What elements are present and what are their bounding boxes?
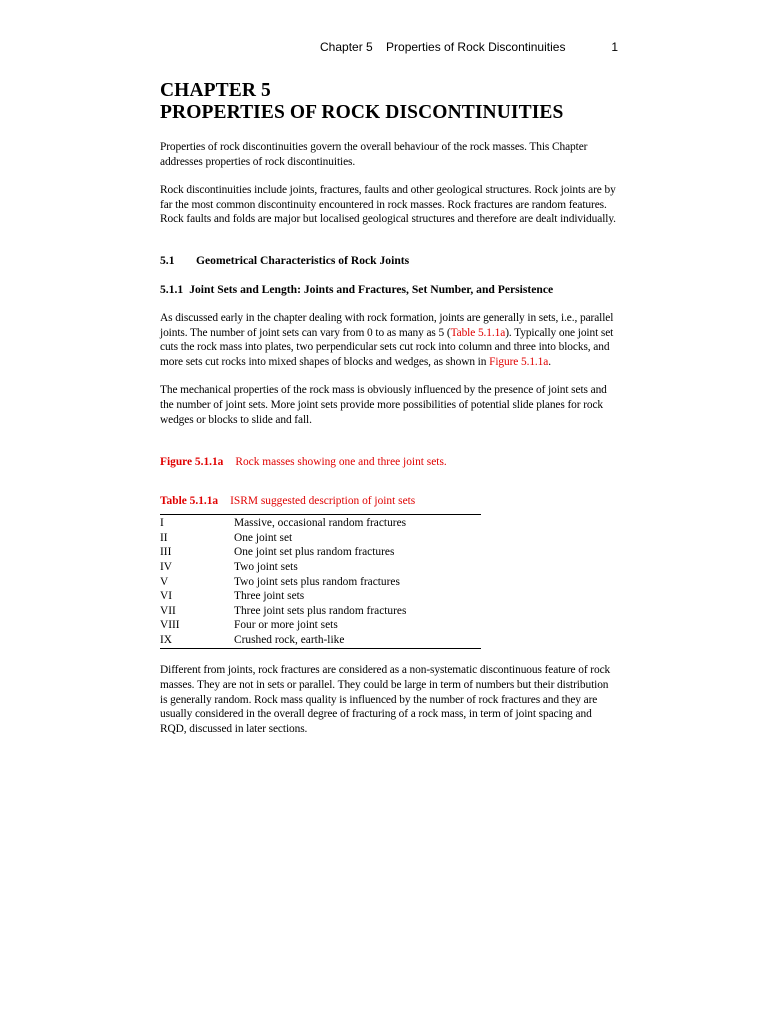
table-cell-code: VIII (160, 619, 180, 632)
table-cell-code: I (160, 517, 164, 530)
table-cell-description: Four or more joint sets (234, 619, 338, 632)
intro-paragraph: Properties of rock discontinuities govern the overall behaviour of the rock masses. This Chapter addresses properties of rock discontinuities. (160, 141, 588, 168)
table-cell-code: IV (160, 560, 173, 573)
page-body (160, 80, 620, 736)
table-cell-code: II (160, 531, 168, 544)
table-row (160, 545, 481, 560)
chapter-title (160, 80, 620, 124)
section-number: 5.1.1 (160, 282, 184, 296)
table-cell-description: Massive, occasional random fractures (234, 517, 407, 530)
table-cell-code: IX (160, 633, 173, 646)
table-cell-description: Three joint sets plus random fractures (234, 604, 407, 617)
paragraph-text: . (548, 355, 551, 368)
table-row (160, 633, 481, 649)
table-row (160, 575, 481, 590)
table-row (160, 560, 481, 575)
chapter-number: CHAPTER 5 (160, 80, 271, 101)
table-caption-text: ISRM suggested description of joint sets (230, 495, 416, 508)
figure-label: Figure 5.1.1a (160, 456, 224, 469)
table-row (160, 604, 481, 619)
section-title: Joint Sets and Length: Joints and Fractures, Set Number, and Persistence (189, 282, 554, 296)
joint-sets-table (160, 514, 481, 649)
table-cell-code: V (160, 575, 169, 588)
table-row (160, 515, 481, 531)
section-5-1-1-heading (160, 283, 620, 297)
mechanical-properties-paragraph: The mechanical properties of the rock mass is obviously influenced by the presence of joint sets and the number of joint sets. More joint sets provide more possibilities of potential slide planes for rock wedges or blocks to slide and fall. (160, 384, 607, 426)
joint-sets-paragraph (160, 311, 620, 369)
table-cell-description: Two joint sets plus random fractures (234, 575, 400, 588)
header-title: Chapter 5 Properties of Rock Discontinuities (320, 40, 566, 54)
table-cell-description: Two joint sets (234, 560, 298, 573)
table-cell-code: III (160, 546, 172, 559)
table-cell-description: Crushed rock, earth-like (234, 633, 345, 646)
chapter-name: PROPERTIES OF ROCK DISCONTINUITIES (160, 102, 564, 123)
table-cell-code: VI (160, 590, 173, 603)
paragraph-text: As discussed early in the chapter dealing with rock formation, joints are generally in sets, i.e., parallel joints. The number of joint sets can vary from 0 to as many as 5 ( (160, 311, 614, 339)
table-row (160, 589, 481, 604)
table-cell-description: One joint set plus random fractures (234, 546, 395, 559)
figure-reference-link[interactable]: Figure 5.1.1a (489, 355, 549, 368)
rock-fractures-paragraph: Different from joints, rock fractures are considered as a non-systematic discontinuous feature of rock masses. They are not in sets or parallel. They could be large in term of numbers but their distribution is generally random. Rock mass quality is influenced by the number of rock fractures and they are usually considered in the overall degree of fracturing of a rock mass, in term of joint spacing and RQD, discussed in later sections. (160, 664, 611, 735)
table-caption (160, 494, 620, 508)
table-row (160, 531, 481, 546)
page-number: 1 (611, 40, 618, 54)
discontinuity-types-paragraph: Rock discontinuities include joints, fractures, faults and other geological structures. Rock joints are by far the most common discontinuity encountered in rock masses. Rock fractures are random features. Rock faults and folds are major but localised geological structures and therefore are dealt individually. (160, 184, 616, 226)
table-label: Table 5.1.1a (160, 495, 219, 508)
table-cell-description: Three joint sets (234, 590, 305, 603)
table-row (160, 618, 481, 633)
section-5-1-heading (160, 254, 620, 268)
section-number: 5.1 (160, 253, 175, 267)
table-reference-link[interactable]: Table 5.1.1a (450, 326, 506, 339)
figure-caption (160, 455, 620, 469)
paragraph-text: ). Typically one joint set cuts the rock mass into plates, two perpendicular sets cut rock into column and three into blocks, and more sets cut rocks into mixed shapes of blocks and wedges, as shown in (160, 326, 614, 368)
figure-caption-text: Rock masses showing one and three joint sets. (235, 456, 447, 469)
table-cell-description: One joint set (234, 531, 293, 544)
section-title: Geometrical Characteristics of Rock Joints (196, 253, 410, 267)
table-cell-code: VII (160, 604, 176, 617)
